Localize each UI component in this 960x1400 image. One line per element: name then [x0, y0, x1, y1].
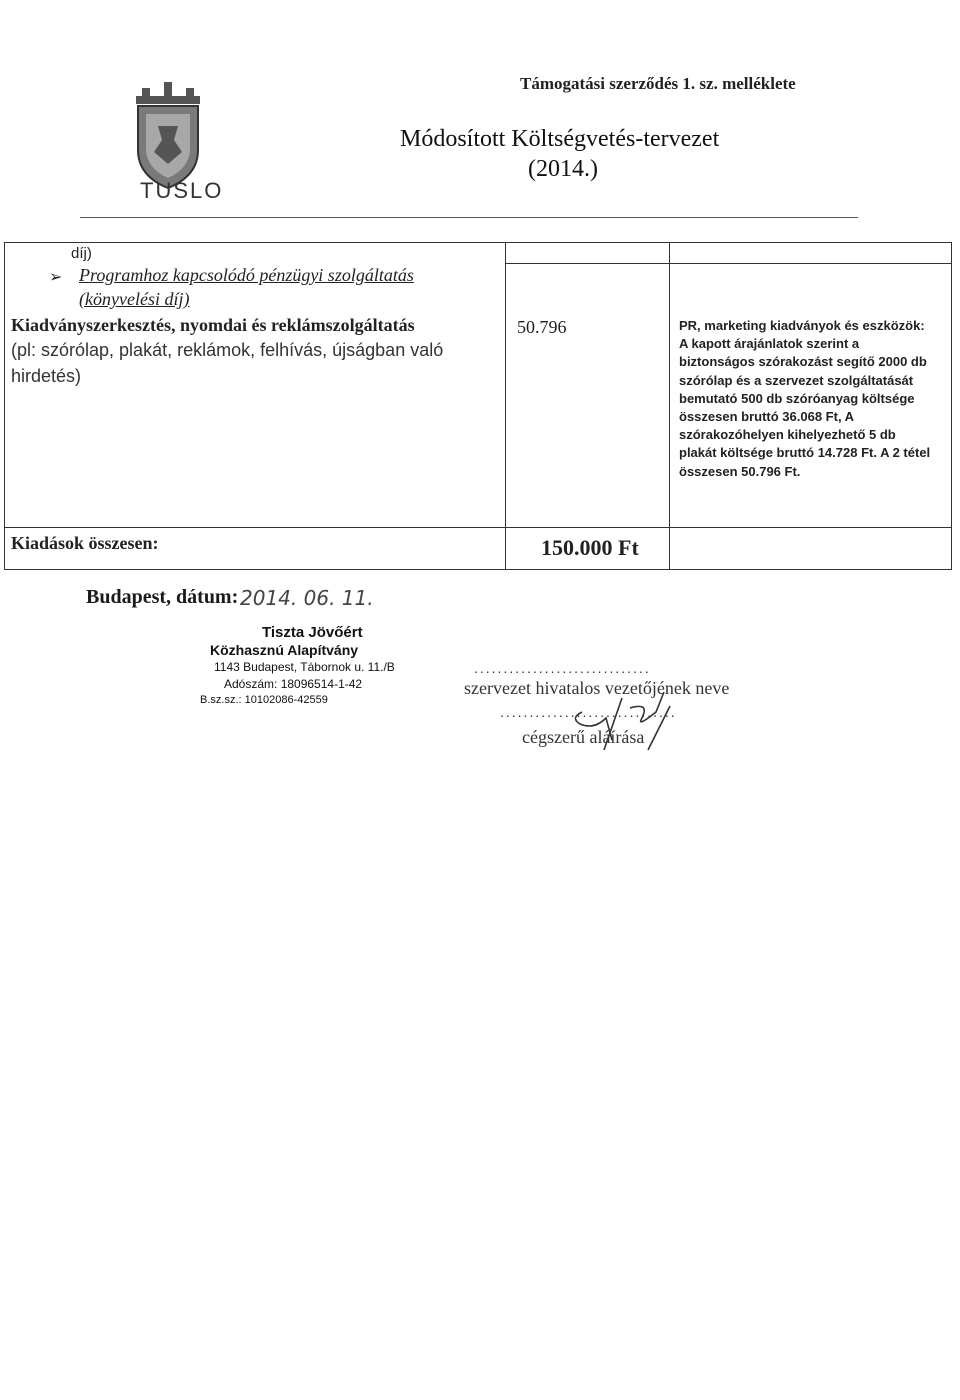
arrow-bullet-icon: ➢	[49, 269, 63, 286]
stamp-line: B.sz.sz.: 10102086-42559	[200, 694, 328, 706]
item-title: Kiadványszerkesztés, nyomdai és reklámszolgáltatás	[11, 315, 415, 335]
stamp-line: 1143 Budapest, Tábornok u. 11./B	[214, 660, 395, 674]
dotted-line: ..............................	[474, 660, 651, 676]
signature-label: cégszerű aláírása	[522, 727, 645, 747]
total-value: 150.000 Ft	[541, 535, 639, 560]
item-justification: PR, marketing kiadványok és eszközök: A kapott árajánlatok szerint a biztonságos szórakozást segítő 2000 db szórólap és a szervezet szolgáltatását bemutató 500 db szóróanyag költsége összesen bruttó 36.068 Ft, A szórakozóhelyen kihelyezhető 5 db plakát költsége bruttó 14.728 Ft. A 2 tétel összesen 50.796 Ft.	[679, 318, 931, 479]
row-divider	[505, 263, 951, 264]
program-section-subheading: (könyvelési díj)	[79, 289, 190, 309]
logo-caption: TUSLO	[140, 178, 224, 203]
row-divider	[5, 527, 951, 528]
total-label: Kiadások összesen:	[11, 533, 159, 553]
column-divider	[505, 243, 506, 569]
item-amount: 50.796	[517, 317, 567, 337]
stamp-line: Közhasznú Alapítvány	[210, 642, 359, 658]
dotted-line: ..............................	[500, 704, 677, 720]
document-title: Módosított Költségvetés-tervezet	[400, 126, 720, 152]
organization-stamp	[200, 620, 450, 730]
stamp-line: Tiszta Jövőért	[262, 624, 363, 641]
date-label: Budapest, dátum:	[86, 586, 239, 608]
header-divider	[80, 217, 858, 218]
column-divider	[669, 243, 670, 569]
stamp-line: Adószám: 18096514-1-42	[224, 677, 363, 691]
date-value: 2014. 06. 11.	[240, 586, 374, 610]
program-section-heading: Programhoz kapcsolódó pénzügyi szolgáltatás	[79, 265, 414, 285]
org-leader-label: szervezet hivatalos vezetőjének neve	[464, 678, 730, 698]
item-description: (pl: szórólap, plakát, reklámok, felhívás, újságban való hirdetés)	[11, 340, 444, 386]
annex-label: Támogatási szerződés 1. sz. melléklete	[520, 74, 796, 93]
budget-table	[4, 242, 952, 570]
document-year: (2014.)	[528, 156, 598, 182]
continued-text: díj)	[71, 245, 92, 262]
handwritten-signature	[560, 688, 700, 754]
